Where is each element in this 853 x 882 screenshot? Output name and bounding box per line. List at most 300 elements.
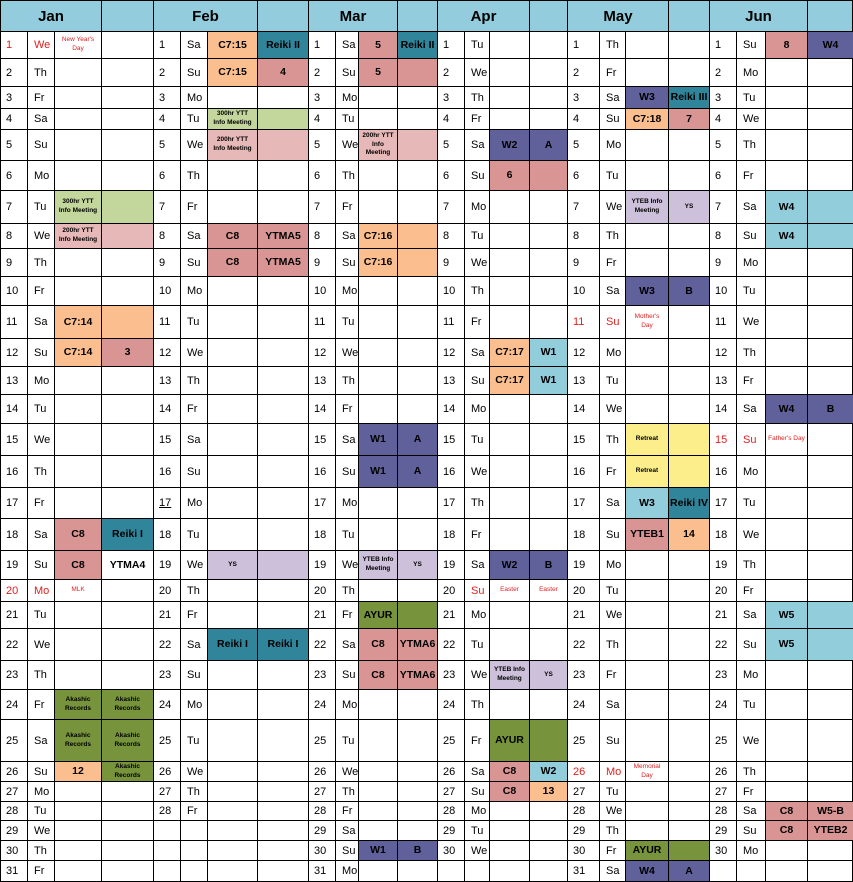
grid-cell (625, 366, 669, 395)
grid-cell (529, 628, 568, 661)
grid-cell (397, 801, 438, 821)
weekday-label: Mo (606, 139, 622, 151)
event-cell[interactable] (258, 109, 308, 129)
grid-cell (358, 305, 398, 339)
day-number: 4 (159, 113, 166, 125)
event-cell[interactable]: C7:15 (208, 32, 257, 58)
grid-cell (807, 840, 853, 861)
weekday-label: Tu (34, 403, 47, 415)
event-cell[interactable]: W2 (490, 130, 529, 160)
event-cell[interactable]: A (398, 424, 437, 455)
weekday-label: Sa (471, 765, 485, 778)
weekday-label: Su (187, 66, 201, 79)
weekday-label: Tu (606, 785, 619, 798)
month-header: Jun (709, 0, 808, 32)
day-number: 29 (573, 824, 586, 837)
event-cell[interactable] (398, 130, 437, 160)
day-number: 16 (6, 465, 19, 478)
event-cell[interactable]: W2 (530, 762, 567, 781)
event-cell[interactable]: YS (208, 551, 257, 579)
grid-cell (397, 761, 438, 782)
grid-cell (529, 487, 568, 519)
grid-cell (625, 223, 669, 249)
grid-cell (625, 820, 669, 841)
event-cell[interactable]: C8 (208, 249, 257, 276)
grid-cell (257, 338, 309, 367)
grid-cell (207, 394, 258, 424)
grid-cell (668, 801, 710, 821)
weekday-label: Tu (342, 528, 355, 541)
event-cell[interactable]: 6 (490, 161, 529, 190)
day-number: 16 (159, 465, 172, 478)
holiday-note: New Year's Day (61, 36, 95, 52)
day-number: 13 (6, 374, 19, 387)
weekday-label: Mo (606, 765, 622, 778)
weekday-label: Su (34, 765, 48, 778)
event-cell[interactable]: W4 (808, 32, 853, 58)
grid-cell (207, 455, 258, 488)
weekday-label: We (606, 805, 623, 817)
weekday-label: Su (471, 374, 485, 387)
day-number: 29 (314, 824, 327, 837)
day-number: 11 (6, 316, 18, 328)
weekday-label: Su (342, 66, 356, 79)
event-cell[interactable] (398, 249, 437, 276)
weekday-label: Mo (471, 201, 487, 213)
event-cell[interactable]: W4 (766, 224, 807, 248)
weekday-label: Tu (34, 201, 47, 213)
day-number: 24 (573, 698, 586, 711)
grid-cell (668, 601, 710, 629)
event-cell[interactable]: C8 (55, 519, 101, 550)
event-cell[interactable]: 5 (359, 32, 397, 58)
event-cell[interactable] (669, 456, 709, 487)
day-number: 2 (573, 66, 580, 79)
weekday-label: Su (187, 669, 201, 681)
day-number: 10 (573, 285, 586, 297)
weekday-label: We (187, 765, 204, 778)
event-cell[interactable]: C8 (359, 629, 397, 660)
grid-cell (765, 579, 808, 602)
weekday-label: Fr (471, 316, 482, 328)
event-cell[interactable] (808, 602, 853, 628)
event-cell[interactable]: 4 (258, 59, 308, 86)
event-cell[interactable]: W3 (626, 488, 668, 518)
day-number: 18 (6, 528, 19, 541)
event-cell[interactable]: 13 (530, 782, 567, 801)
event-cell[interactable]: 200hr YTT Info Meeting (208, 130, 257, 160)
event-cell[interactable]: C8 (490, 762, 529, 781)
grid-cell (257, 276, 309, 306)
event-cell[interactable]: W3 (626, 87, 668, 108)
event-cell[interactable]: YS (398, 551, 437, 579)
grid-cell (765, 455, 808, 488)
event-cell[interactable] (102, 224, 153, 248)
grid-cell (54, 455, 102, 488)
grid-cell (397, 781, 438, 802)
day-number: 7 (443, 201, 450, 213)
event-cell[interactable]: YTEB Info Meeting (359, 551, 397, 579)
event-cell[interactable]: C7:18 (626, 109, 668, 129)
grid-cell (489, 248, 530, 277)
grid-cell (397, 190, 438, 224)
month-header: Mar (308, 0, 398, 32)
weekday-label: Su (606, 734, 620, 747)
event-cell[interactable]: C7:14 (55, 339, 101, 366)
event-cell[interactable]: Akashic Records (102, 720, 153, 761)
weekday-label: Tu (471, 230, 484, 242)
day-number: 17 (6, 497, 19, 509)
weekday-label: Th (743, 139, 756, 151)
grid-cell (765, 58, 808, 87)
day-number: 27 (573, 785, 586, 798)
event-cell[interactable]: YTMA6 (398, 629, 437, 660)
weekday-label: Fr (342, 403, 353, 415)
weekday-label: Fr (471, 528, 482, 541)
event-cell[interactable]: 7 (669, 109, 709, 129)
day-number: 2 (314, 66, 321, 79)
grid-cell (489, 223, 530, 249)
grid-cell (529, 820, 568, 841)
weekday-label: Sa (743, 805, 757, 817)
grid-cell (54, 820, 102, 841)
event-cell[interactable]: 200hr YTT Info Meeting (359, 130, 397, 160)
weekday-label: Th (187, 169, 200, 182)
weekday-label: Su (743, 433, 757, 446)
weekday-label: Mo (187, 91, 203, 104)
event-cell[interactable]: B (398, 841, 437, 860)
event-cell[interactable] (530, 161, 567, 190)
event-cell[interactable]: Reiki II (398, 32, 437, 58)
day-number: 17 (443, 497, 456, 509)
event-cell[interactable] (669, 424, 709, 455)
event-cell[interactable]: 300hr YTT Info Meeting (55, 191, 101, 223)
event-cell[interactable]: 5 (359, 59, 397, 86)
grid-cell (54, 781, 102, 802)
event-cell[interactable]: C7:17 (490, 339, 529, 366)
grid-cell (101, 820, 154, 841)
grid-cell (529, 840, 568, 861)
event-cell[interactable]: YTEB2 (808, 821, 853, 840)
day-number: 24 (159, 698, 172, 711)
day-number: 15 (443, 433, 456, 446)
day-number: 22 (573, 638, 586, 651)
day-number: 20 (715, 584, 728, 597)
event-cell[interactable]: C7:17 (490, 367, 529, 394)
grid-cell (625, 31, 669, 59)
weekday-label: Th (34, 465, 47, 478)
event-cell[interactable]: Akashic Records (55, 720, 101, 761)
event-cell[interactable]: Akashic Records (102, 690, 153, 719)
day-number: 27 (314, 785, 327, 798)
grid-cell (397, 719, 438, 762)
event-cell[interactable]: YTMA4 (109, 558, 146, 571)
day-number: 3 (443, 91, 450, 104)
weekday-label: Su (342, 844, 356, 857)
weekday-label: Su (606, 316, 620, 328)
event-cell[interactable] (102, 191, 153, 223)
event-cell[interactable]: Reiki I (102, 519, 153, 550)
event-cell[interactable]: YTMA5 (258, 249, 308, 276)
day-number: 25 (573, 734, 586, 747)
event-cell[interactable]: C8 (490, 782, 529, 801)
day-number: 4 (6, 113, 13, 125)
event-cell[interactable]: A (530, 130, 567, 160)
grid-cell (765, 761, 808, 782)
weekday-label: Fr (187, 805, 198, 817)
day-number: 12 (715, 346, 728, 359)
weekday-label: Su (743, 638, 757, 651)
grid-cell (625, 719, 669, 762)
grid-cell (464, 860, 490, 882)
event-cell[interactable]: W4 (766, 395, 807, 423)
event-cell[interactable]: W3 (626, 277, 668, 305)
event-cell[interactable]: YS (530, 661, 567, 689)
event-cell[interactable]: W4 (766, 191, 807, 223)
grid-cell (529, 689, 568, 720)
weekday-label: Th (471, 698, 484, 711)
grid-cell (765, 86, 808, 109)
day-number: 9 (443, 256, 450, 269)
weekday-label: Tu (606, 169, 619, 182)
grid-cell (529, 31, 568, 59)
day-number: 28 (715, 805, 728, 817)
event-cell[interactable] (398, 602, 437, 628)
grid-cell (668, 579, 710, 602)
day-number: 5 (715, 139, 722, 151)
event-cell[interactable]: 12 (55, 762, 101, 781)
weekday-label: Fr (342, 805, 353, 817)
event-cell[interactable] (669, 841, 709, 860)
day-number: 21 (715, 609, 728, 621)
event-cell[interactable]: Retreat (626, 424, 668, 455)
grid-cell (529, 518, 568, 551)
grid-cell (529, 248, 568, 277)
weekday-label: Mo (342, 285, 358, 297)
event-cell[interactable]: YTEB1 (626, 519, 668, 550)
event-cell[interactable]: C7:16 (359, 224, 397, 248)
event-cell[interactable] (258, 130, 308, 160)
day-number: 28 (159, 805, 172, 817)
event-cell[interactable]: W5-B (808, 802, 853, 820)
event-cell[interactable]: W1 (359, 456, 397, 487)
grid-cell (668, 719, 710, 762)
event-cell[interactable]: YTMA5 (258, 224, 308, 248)
weekday-label: Fr (34, 497, 45, 509)
grid-cell (489, 276, 530, 306)
event-cell[interactable]: Reiki I (208, 629, 257, 660)
event-cell[interactable]: AYUR (359, 602, 397, 628)
grid-cell (358, 338, 398, 367)
weekday-label: Tu (187, 113, 200, 125)
event-cell[interactable]: A (398, 456, 437, 487)
event-cell[interactable]: B (808, 395, 853, 423)
grid-cell (807, 338, 853, 367)
weekday-label: Tu (342, 113, 355, 125)
event-cell[interactable] (808, 191, 853, 223)
event-cell[interactable]: C8 (208, 224, 257, 248)
month-header-extra (668, 0, 710, 32)
event-cell[interactable] (102, 306, 153, 338)
day-number: 20 (6, 584, 19, 597)
grid-cell (207, 601, 258, 629)
day-number: 13 (314, 374, 327, 387)
grid-cell (101, 108, 154, 130)
event-cell[interactable]: W1 (530, 339, 567, 366)
event-cell[interactable]: Reiki III (669, 87, 709, 108)
event-cell[interactable]: 8 (766, 32, 807, 58)
event-cell[interactable]: C8 (359, 661, 397, 689)
grid-cell (625, 579, 669, 602)
day-number: 18 (715, 528, 728, 541)
grid-cell (668, 550, 710, 580)
event-cell[interactable]: YTEB Info Meeting (626, 191, 668, 223)
weekday-label: Fr (34, 285, 45, 297)
weekday-label: Fr (187, 609, 198, 621)
grid-cell (489, 820, 530, 841)
day-number: 1 (715, 39, 722, 51)
day-number: 19 (159, 559, 172, 571)
weekday-label: Su (471, 169, 485, 182)
weekday-label: Tu (606, 374, 619, 387)
grid-cell (625, 394, 669, 424)
day-number: 30 (715, 844, 728, 857)
event-cell[interactable]: Reiki II (258, 32, 308, 58)
day-number: 23 (6, 669, 19, 681)
event-cell[interactable]: Reiki IV (669, 488, 709, 518)
event-cell[interactable]: YTEB Info Meeting (490, 661, 529, 689)
grid-cell (765, 338, 808, 367)
event-cell[interactable]: Akashic Records (55, 690, 101, 719)
grid-cell (489, 305, 530, 339)
day-number: 23 (314, 669, 327, 681)
weekday-label: Fr (606, 669, 617, 681)
event-cell[interactable]: C8 (766, 821, 807, 840)
weekday-label: Th (743, 559, 756, 571)
event-cell[interactable]: W1 (530, 367, 567, 394)
weekday-label: Tu (471, 433, 484, 446)
grid-cell (257, 305, 309, 339)
day-number: 17 (573, 497, 586, 509)
event-cell[interactable]: W2 (490, 551, 529, 579)
grid-cell (257, 689, 309, 720)
grid-cell (257, 860, 309, 882)
event-cell[interactable]: 14 (669, 519, 709, 550)
grid-cell (54, 840, 102, 861)
grid-cell (358, 719, 398, 762)
grid-cell (257, 719, 309, 762)
event-cell[interactable] (398, 59, 437, 86)
day-number: 12 (159, 346, 172, 359)
day-number: 27 (715, 785, 728, 798)
weekday-label: Tu (187, 734, 200, 747)
day-number: 10 (443, 285, 456, 297)
weekday-label: Th (606, 433, 619, 446)
event-cell[interactable]: AYUR (490, 720, 529, 761)
day-number: 28 (314, 805, 327, 817)
weekday-label: Th (342, 374, 355, 387)
event-cell[interactable]: W5 (766, 629, 807, 660)
grid-cell (54, 801, 102, 821)
day-number: 21 (6, 609, 19, 621)
event-cell[interactable]: W1 (359, 424, 397, 455)
grid-cell (153, 840, 181, 861)
event-cell[interactable]: Akashic Records (102, 762, 153, 781)
event-cell[interactable]: YS (669, 191, 709, 223)
event-cell[interactable] (808, 224, 853, 248)
grid-cell (807, 781, 853, 802)
grid-cell (358, 801, 398, 821)
grid-cell (397, 487, 438, 519)
day-number: 14 (314, 403, 327, 415)
holiday-note: Memorial Day (633, 762, 661, 779)
event-cell[interactable]: C7:16 (359, 249, 397, 276)
grid-cell (101, 160, 154, 191)
grid-cell (358, 487, 398, 519)
weekday-label: We (471, 465, 488, 478)
weekday-label: Mo (471, 609, 487, 621)
day-number: 31 (6, 865, 19, 877)
event-cell[interactable]: B (530, 551, 567, 579)
weekday-label: Mo (471, 805, 487, 817)
weekday-label: We (471, 66, 488, 79)
grid-cell (54, 129, 102, 161)
event-cell[interactable]: 200hr YTT Info Meeting (55, 224, 101, 248)
grid-cell (257, 801, 309, 821)
event-cell[interactable]: W5 (766, 602, 807, 628)
event-cell[interactable]: C7:15 (208, 59, 257, 86)
event-cell[interactable]: A (669, 861, 709, 881)
day-number: 19 (573, 559, 586, 571)
day-number: 1 (6, 39, 13, 51)
event-cell[interactable]: Retreat (626, 456, 668, 487)
event-cell[interactable] (398, 224, 437, 248)
grid-cell (397, 394, 438, 424)
day-number: 18 (159, 528, 172, 541)
event-cell[interactable] (258, 551, 308, 579)
weekday-label: We (34, 824, 51, 837)
grid-cell (54, 58, 102, 87)
event-cell[interactable]: C7:14 (55, 306, 101, 338)
grid-cell (807, 455, 853, 488)
event-cell[interactable]: 300hr YTT Info Meeting (208, 109, 257, 129)
day-number: 6 (6, 169, 13, 182)
weekday-label: Mo (342, 865, 358, 877)
weekday-label: Su (743, 39, 757, 51)
event-cell[interactable]: Reiki I (258, 629, 308, 660)
grid-cell (765, 660, 808, 690)
weekday-label: Th (743, 346, 756, 359)
weekday-label: Th (471, 285, 484, 297)
grid-cell (668, 781, 710, 802)
event-cell[interactable]: 3 (102, 339, 153, 366)
event-cell[interactable]: AYUR (626, 841, 668, 860)
event-cell[interactable]: W4 (626, 861, 668, 881)
event-cell[interactable] (808, 629, 853, 660)
grid-cell (668, 31, 710, 59)
event-cell[interactable]: W1 (359, 841, 397, 860)
event-cell[interactable] (530, 720, 567, 761)
weekday-label: We (34, 638, 51, 651)
day-number: 8 (6, 230, 13, 242)
event-cell[interactable]: B (669, 277, 709, 305)
event-cell[interactable]: C8 (55, 551, 101, 579)
day-number: 25 (6, 734, 19, 747)
event-cell[interactable]: C8 (766, 802, 807, 820)
day-number: 20 (159, 584, 172, 597)
event-cell[interactable]: YTMA6 (398, 661, 437, 689)
grid-cell (489, 394, 530, 424)
